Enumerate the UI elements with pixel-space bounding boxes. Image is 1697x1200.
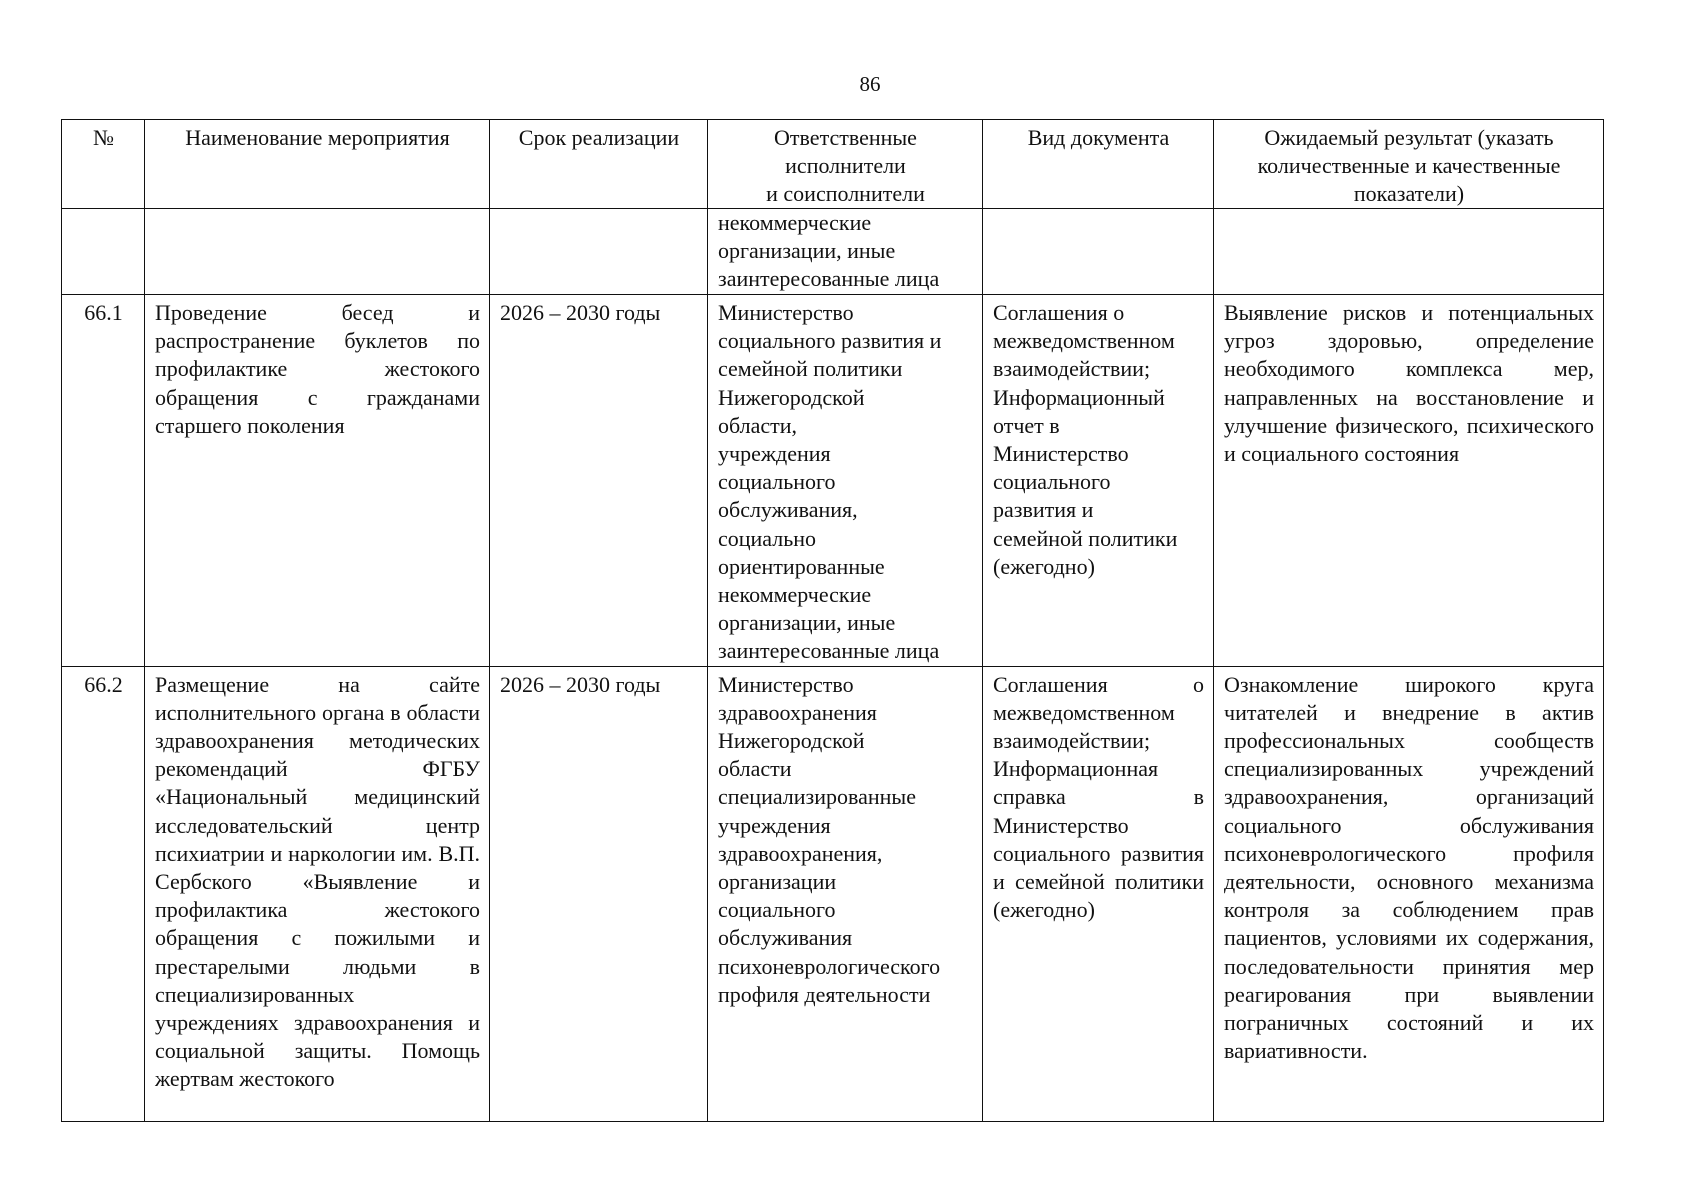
doc-type-line: семейной политики — [993, 525, 1178, 551]
events-table — [61, 119, 1604, 1122]
header-term: Срок реализации — [490, 120, 708, 209]
header-result-line: Ожидаемый результат (указать — [1264, 125, 1554, 150]
executors-line: организации, иные — [718, 238, 896, 264]
executors-line: профиля деятельности — [718, 981, 931, 1007]
event-name-text: Размещение на сайте исполнительного органа в области здравоохранения методических рекомендаций ФГБУ «Национальный медицинский исследовательский центр психиатрии и наркологии им. В.П. Сербского «Выявление и профилактика жестокого обращения с пожилыми и престарелыми людьми в специализированных учреждениях здравоохранения и социальной защиты. Помощь жертвам жестокого — [155, 671, 480, 1092]
cell-executors — [708, 209, 983, 295]
doc-type-line: взаимодействии; — [993, 356, 1151, 382]
table-row-66-1 — [62, 295, 1604, 667]
header-result — [1214, 120, 1604, 209]
doc-type-line: межведомственном — [993, 328, 1175, 354]
executors-line: заинтересованные лица — [718, 266, 940, 292]
header-executors-line: Ответственные — [774, 125, 917, 150]
header-number: № — [62, 120, 145, 209]
executors-line: обслуживания — [718, 925, 853, 951]
executors-line: Министерство — [718, 300, 854, 325]
header-doc-type: Вид документа — [983, 120, 1214, 209]
cell-number — [62, 209, 145, 295]
cell-event-name: Проведение бесед и распространение буклетов по профилактике жестокого обращения с гражданами старшего поколения — [145, 295, 490, 667]
cell-executors — [708, 295, 983, 667]
table-row-continuation — [62, 209, 1604, 295]
doc-type-line: Информационный — [993, 384, 1165, 410]
doc-type-line: Соглашения о — [993, 300, 1125, 325]
executors-line: обслуживания, — [718, 497, 858, 523]
cell-doc-type: Соглашения о межведомственном взаимодействии; Информационная справка в Министерство социального развития и семейной политики (ежегодно) — [983, 666, 1214, 1121]
cell-doc-type — [983, 295, 1214, 667]
cell-result: Выявление рисков и потенциальных угроз здоровью, определение необходимого комплекса мер, направленных на восстановление и улучшение физического, психического и социального состояния — [1214, 295, 1604, 667]
doc-type-line: социального — [993, 469, 1111, 495]
header-result-line: количественные и качественные — [1257, 153, 1561, 178]
cell-term: 2026 – 2030 годы — [490, 666, 708, 1121]
executors-line: некоммерческие — [718, 210, 872, 235]
executors-line: социального развития и — [718, 328, 942, 354]
executors-line: Нижегородской — [718, 728, 865, 754]
executors-line: учреждения — [718, 812, 831, 838]
executors-line: Нижегородской — [718, 384, 865, 410]
executors-line: здравоохранения — [718, 699, 877, 725]
cell-number: 66.1 — [62, 295, 145, 667]
executors-line: заинтересованные лица — [718, 638, 940, 664]
executors-line: социального — [718, 897, 836, 923]
cell-event-name — [145, 209, 490, 295]
executors-line: социально — [718, 525, 817, 551]
cell-event-name — [145, 666, 490, 1121]
executors-line: области, — [718, 412, 798, 438]
cell-result — [1214, 209, 1604, 295]
executors-line: организации — [718, 869, 837, 895]
cell-term — [490, 209, 708, 295]
executors-line: некоммерческие — [718, 582, 872, 608]
header-result-line: показатели) — [1353, 181, 1465, 206]
header-executors-line: исполнители — [785, 153, 906, 178]
cell-term: 2026 – 2030 годы — [490, 295, 708, 667]
executors-line: психоневрологического — [718, 953, 941, 979]
header-executors-line: и соисполнители — [766, 181, 925, 206]
executors-line: здравоохранения, — [718, 840, 883, 866]
executors-line: организации, иные — [718, 610, 896, 636]
cell-executors — [708, 666, 983, 1121]
table-header-row — [62, 120, 1604, 209]
executors-line: учреждения — [718, 441, 831, 467]
header-event-name: Наименование мероприятия — [145, 120, 490, 209]
doc-type-line: (ежегодно) — [993, 553, 1095, 579]
cell-number: 66.2 — [62, 666, 145, 1121]
table-row-66-2 — [62, 666, 1604, 1121]
executors-line: ориентированные — [718, 553, 885, 579]
executors-line: Министерство — [718, 671, 854, 697]
doc-type-line: отчет в — [993, 412, 1060, 438]
page-number: 86 — [859, 72, 881, 96]
executors-line: социального — [718, 469, 836, 495]
doc-type-line: развития и — [993, 497, 1094, 523]
executors-line: семейной политики — [718, 356, 903, 382]
header-executors — [708, 120, 983, 209]
doc-type-line: Министерство — [993, 441, 1129, 467]
cell-doc-type — [983, 209, 1214, 295]
cell-result: Ознакомление широкого круга читателей и внедрение в актив профессиональных сообществ специализированных учреждений здравоохранения, организаций социального обслуживания психоневрологического профиля деятельности, основного механизма контроля за соблюдением прав пациентов, условиями их содержания, последовательности принятия мер реагирования при выявлении пограничных состояний и их вариативности. — [1214, 666, 1604, 1121]
executors-line: специализированные — [718, 784, 916, 810]
executors-line: области — [718, 756, 792, 782]
